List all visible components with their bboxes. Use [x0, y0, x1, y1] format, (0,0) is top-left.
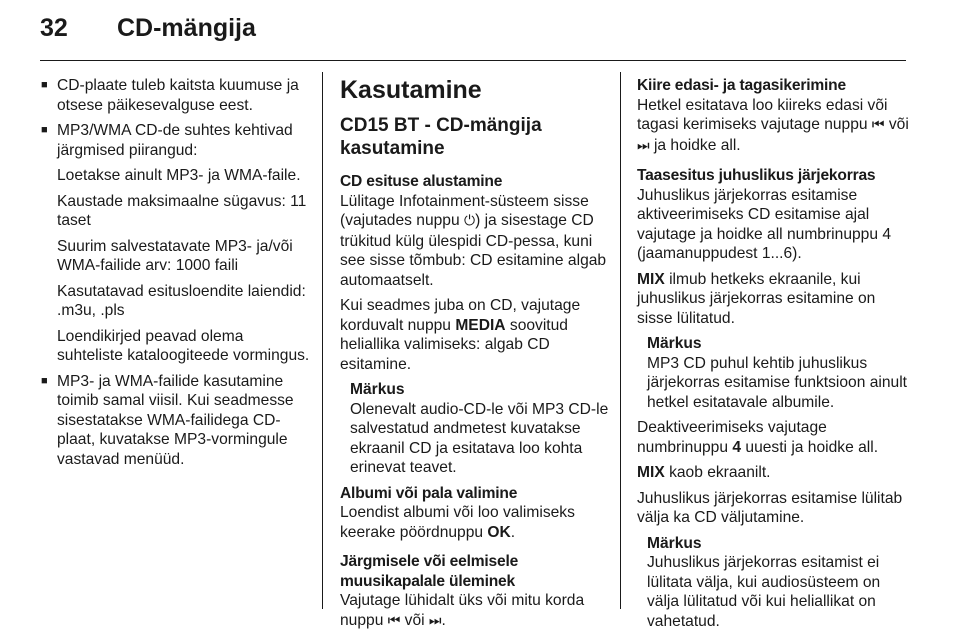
media-button-label: MEDIA — [455, 316, 506, 334]
button-4-label: 4 — [732, 438, 742, 456]
header-rule — [40, 60, 906, 61]
bullet-list-2 — [40, 372, 312, 470]
media-button-text: Kui seadmes juba on CD, vajutage korduvalt nuppu MEDIA soovitud heliallika valimiseks: algab CD esitamine. — [340, 297, 581, 373]
track-skip-text: Vajutage lühidalt üks või mitu korda nuppu ⏮ või ⏭. — [340, 592, 585, 629]
fast-seek-text: Hetkel esitatava loo kiireks edasi või tagasi kerimiseks vajutage nuppu ⏮ või ⏭ ja hoidke all. — [637, 96, 909, 154]
start-playback-title: CD esituse alustamine — [340, 173, 503, 190]
power-icon: ⏻ — [463, 213, 476, 229]
note-box — [647, 534, 909, 632]
note-title: Märkus — [350, 381, 405, 398]
start-playback-text: Lülitage Infotainment-süsteem sisse (vajutades nuppu ⏻) ja sisestage CD trükitud külg ülespidi CD-pessa, kuni see sisse tõmbub: CD esitamine algab automaatselt. — [340, 192, 607, 289]
note-title: Märkus — [647, 335, 702, 352]
next-track-icon: ⏭ — [637, 137, 650, 154]
middle-column — [340, 76, 610, 637]
restriction-folder-depth: Kaustade maksimaalne sügavus: 11 taset — [57, 192, 307, 229]
mix-label: MIX — [637, 464, 665, 481]
mix-off-text: MIX kaob ekraanilt. — [637, 464, 771, 481]
note-box — [350, 380, 610, 478]
bullet-item-wma-usage: ■ MP3- ja WMA-failide kasutamine toimib samal viisil. Kui seadmesse sisestatakse WMA-failidega CD-plaat, kuvatakse MP3-vormingule vastavad menüüd. — [40, 372, 312, 470]
restriction-relative-paths: Loendikirjed peavad olema suhteliste kataloogiteede vormingus. — [57, 327, 310, 364]
mix-label: MIX — [637, 270, 665, 288]
eject-shuffle-text: Juhuslikus järjekorras esitamise lülitab välja ka CD väljutamine. — [637, 489, 903, 526]
previous-track-icon: ⏮ — [387, 612, 401, 629]
section-subheading: CD15 BT - CD-mängija kasutamine — [340, 115, 542, 159]
left-column — [40, 76, 312, 475]
note-title: Märkus — [647, 534, 702, 552]
bullet-list — [40, 76, 312, 160]
deactivate-text: Deaktiveerimiseks vajutage numbrinuppu 4 uuesti ja hoidke all. — [637, 419, 879, 456]
note-text: Olenevalt audio-CD-le või MP3 CD-le salvestatud andmetest kuvatakse ekraanil CD ja esitatava loo kohta erinevat teavet. — [350, 400, 609, 476]
note-text: MP3 CD puhul kehtib juhuslikus järjekorras esitamise funktsioon ainult hetkel esitatavale albumile. — [647, 354, 908, 411]
next-track-icon: ⏭ — [428, 612, 442, 629]
column-divider-right — [620, 72, 621, 609]
ok-knob-label: OK — [487, 523, 511, 541]
previous-track-icon: ⏮ — [871, 117, 885, 133]
column-divider-left — [322, 72, 323, 609]
track-skip-title: Järgmisele või eelmisele muusikapalale üleminek — [340, 553, 519, 590]
note-text: Juhuslikus järjekorras esitamist ei lülitata välja, kui audiosüsteem on välja lülitatud või kui heliallikat on vahetatud. — [647, 554, 881, 630]
bullet-item-heat: ■ CD-plaate tuleb kaitsta kuumuse ja otsese päikesevalguse eest. — [40, 76, 312, 115]
bullet-item-mp3-restrictions: ■ MP3/WMA CD-de suhtes kehtivad järgmised piirangud: — [40, 121, 312, 160]
album-select-text: Loendist albumi või loo valimiseks keerake pöördnuppu OK. — [340, 504, 575, 541]
shuffle-title: Taasesitus juhuslikus järjekorras — [637, 167, 876, 184]
restriction-file-count: Suurim salvestatavate MP3- ja/või WMA-failide arv: 1000 faili — [57, 237, 293, 274]
mix-on-text: MIX ilmub hetkeks ekraanile, kui juhuslikus järjekorras esitamine on sisse lülitatud. — [637, 270, 876, 327]
restriction-formats: Loetakse ainult MP3- ja WMA-faile. — [57, 167, 301, 184]
page-number: 32 — [40, 14, 68, 42]
restriction-playlist-ext: Kasutatavad esitusloendite laiendid: .m3u, .pls — [57, 282, 306, 319]
right-column — [637, 76, 909, 637]
fast-seek-title: Kiire edasi- ja tagasikerimine — [637, 77, 846, 94]
album-select-title: Albumi või pala valimine — [340, 484, 518, 502]
shuffle-text: Juhuslikus järjekorras esitamise aktiveerimiseks CD esitamise ajal vajutage ja hoidke all numbrinuppu 4 (jaamanuppudest 1...6). — [637, 186, 892, 262]
note-box — [647, 334, 909, 412]
page-title: CD-mängija — [117, 14, 256, 42]
section-heading: Kasutamine — [340, 76, 482, 104]
